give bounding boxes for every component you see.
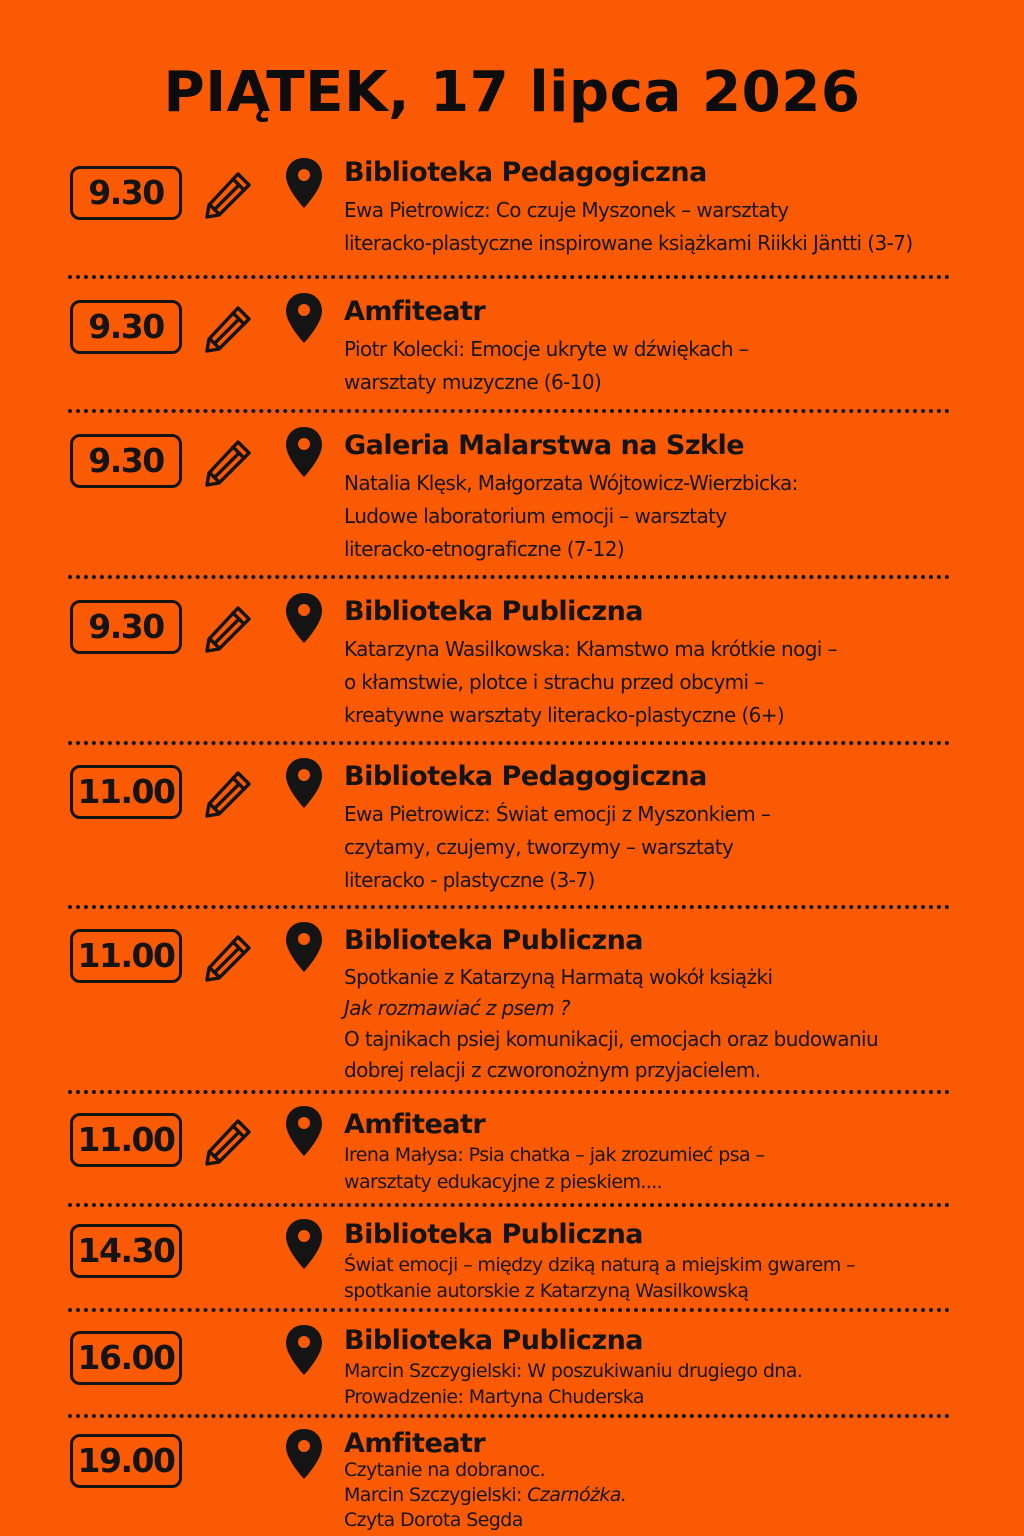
- description-line: Czytanie na dobranoc.: [344, 1459, 546, 1481]
- map-pin-icon: [285, 292, 323, 344]
- map-pin-icon: [285, 1324, 323, 1376]
- description-line: o kłamstwie, plotce i strachu przed obcymi –: [344, 670, 764, 694]
- dotted-divider: [68, 409, 950, 413]
- event-description: [344, 798, 770, 897]
- dotted-divider: [68, 1308, 950, 1312]
- map-pin-icon: [285, 1218, 323, 1270]
- event-time: 11.00: [70, 765, 182, 819]
- pencil-icon: [202, 301, 256, 355]
- event-description: [344, 633, 837, 732]
- description-line: Irena Małysa: Psia chatka – jak zrozumieć psa –: [344, 1144, 765, 1166]
- description-line: [344, 1483, 626, 1508]
- pencil-icon: [202, 930, 256, 984]
- dotted-divider: [68, 1090, 950, 1094]
- event-time: 9.30: [70, 600, 182, 654]
- venue-name: Amfiteatr: [344, 296, 486, 327]
- dotted-divider: [68, 1203, 950, 1207]
- pencil-icon: [202, 435, 256, 489]
- description-line: O tajnikach psiej komunikacji, emocjach oraz budowaniu: [344, 1027, 879, 1051]
- map-pin-icon: [285, 426, 323, 478]
- description-line: literacko-plastyczne inspirowane książkami Riikki Jäntti (3-7): [344, 231, 913, 255]
- map-pin-icon: [285, 757, 323, 809]
- description-line: czytamy, czujemy, tworzymy – warsztaty: [344, 835, 734, 859]
- description-line: Prowadzenie: Martyna Chuderska: [344, 1386, 644, 1408]
- dotted-divider: [68, 905, 950, 909]
- venue-name: Biblioteka Publiczna: [344, 1325, 644, 1356]
- dotted-divider: [68, 1414, 950, 1418]
- venue-name: Amfiteatr: [344, 1109, 486, 1140]
- description-line: warsztaty edukacyjne z pieskiem....: [344, 1171, 663, 1193]
- venue-name: Biblioteka Pedagogiczna: [344, 761, 707, 792]
- description-line: dobrej relacji z czworonożnym przyjacielem.: [344, 1058, 761, 1082]
- venue-name: Biblioteka Publiczna: [344, 925, 644, 956]
- map-pin-icon: [285, 592, 323, 644]
- venue-name: Galeria Malarstwa na Szkle: [344, 430, 745, 461]
- author-label: Marcin Szczygielski:: [344, 1484, 528, 1506]
- map-pin-icon: [285, 1105, 323, 1157]
- page-title: PIĄTEK, 17 lipca 2026: [163, 60, 861, 125]
- description-line: kreatywne warsztaty literacko-plastyczne (6+): [344, 703, 785, 727]
- event-time: 11.00: [70, 929, 182, 983]
- dotted-divider: [68, 575, 950, 579]
- description-line: Ludowe laboratorium emocji – warsztaty: [344, 504, 727, 528]
- description-line: Piotr Kolecki: Emocje ukryte w dźwiękach –: [344, 337, 749, 361]
- dotted-divider: [68, 741, 950, 745]
- event-description: [344, 333, 748, 399]
- event-description: [344, 1142, 764, 1196]
- event-time: 14.30: [70, 1224, 182, 1278]
- event-description: [344, 1252, 855, 1304]
- description-line: Ewa Pietrowicz: Co czuje Myszonek – warsztaty: [344, 198, 789, 222]
- event-time: 19.00: [70, 1434, 182, 1488]
- event-time: 9.30: [70, 434, 182, 488]
- description-line: spotkanie autorskie z Katarzyną Wasilkowską: [344, 1280, 749, 1302]
- event-time: 16.00: [70, 1331, 182, 1385]
- event-time: 9.30: [70, 300, 182, 354]
- event-description: [344, 1458, 626, 1533]
- description-line: Czyta Dorota Segda: [344, 1509, 523, 1531]
- pencil-icon: [202, 766, 256, 820]
- description-line: literacko-etnograficzne (7-12): [344, 537, 625, 561]
- description-line: Świat emocji – między dziką naturą a miejskim gwarem –: [344, 1254, 856, 1276]
- description-line: Natalia Klęsk, Małgorzata Wójtowicz-Wierzbicka:: [344, 471, 798, 495]
- map-pin-icon: [285, 157, 323, 209]
- description-line: Spotkanie z Katarzyną Harmatą wokół książki: [344, 965, 773, 989]
- venue-name: Amfiteatr: [344, 1428, 486, 1459]
- map-pin-icon: [285, 921, 323, 973]
- event-description: [344, 1358, 802, 1410]
- dotted-divider: [68, 275, 950, 279]
- event-description: [344, 962, 878, 1086]
- description-line: warsztaty muzyczne (6-10): [344, 370, 602, 394]
- map-pin-icon: [285, 1428, 323, 1480]
- event-description: [344, 467, 798, 566]
- description-line: Katarzyna Wasilkowska: Kłamstwo ma krótkie nogi –: [344, 637, 837, 661]
- book-title: Czarnóżka.: [527, 1484, 627, 1506]
- pencil-icon: [202, 601, 256, 655]
- book-title: Jak rozmawiać z psem ?: [344, 996, 570, 1020]
- event-time: 11.00: [70, 1113, 182, 1167]
- venue-name: Biblioteka Publiczna: [344, 596, 644, 627]
- venue-name: Biblioteka Pedagogiczna: [344, 157, 707, 188]
- description-line: Ewa Pietrowicz: Świat emocji z Myszonkiem –: [344, 802, 771, 826]
- event-time: 9.30: [70, 166, 182, 220]
- description-line: literacko - plastyczne (3-7): [344, 868, 595, 892]
- pencil-icon: [202, 167, 256, 221]
- venue-name: Biblioteka Publiczna: [344, 1219, 644, 1250]
- pencil-icon: [202, 1114, 256, 1168]
- description-line: Marcin Szczygielski: W poszukiwaniu drugiego dna.: [344, 1360, 803, 1382]
- event-description: [344, 194, 913, 260]
